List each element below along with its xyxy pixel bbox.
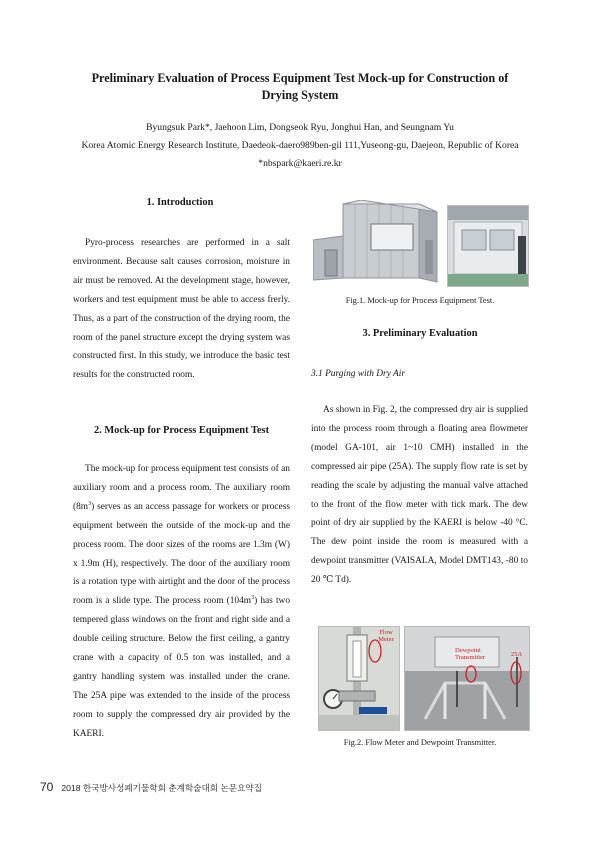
- email: *nbspark@kaeri.re.kr: [258, 158, 342, 169]
- fig2-caption: Fig.2. Flow Meter and Dewpoint Transmitter.: [343, 738, 497, 747]
- fig1-photo-image: [447, 205, 529, 287]
- section-3-heading: 3. Preliminary Evaluation: [362, 328, 478, 339]
- section-2-heading: 2. Mock-up for Process Equipment Test: [93, 425, 270, 436]
- superscript: 3: [88, 500, 92, 507]
- section-1-heading: 1. Introduction: [146, 197, 214, 208]
- fig2-pipe-label: 25A: [511, 651, 523, 658]
- fig2-dewpoint-label: Dewpoint Transmitter: [455, 647, 486, 661]
- superscript: 3: [251, 595, 255, 602]
- affiliation: Korea Atomic Energy Research Institute, Daedeok-daero989ben-gil 111,Yuseong-gu, Daejeon, Republic of Korea: [81, 140, 519, 151]
- page-footer: [40, 780, 262, 794]
- paper-title: [60, 70, 540, 104]
- fig2-flowmeter-image: [318, 626, 400, 731]
- fig1-rendering-image: [313, 200, 441, 288]
- fig2-flow-meter-label: Flow Meter: [378, 629, 394, 643]
- authors: Byungsuk Park*, Jaehoon Lim, Dongseok Ryu, Jonghui Han, and Seungnam Yu: [146, 122, 454, 133]
- section-1-body: Pyro-process researches are performed in a salt environment. Because salt causes corrosion, moisture in air must be removed. At the development stage, however, workers and test equipment must be able to access frerly. Thus, as a part of the construction of the drying room, the room of the panel structure except the drying system was constructed first. In this study, we introduce the basic test results for the constructed room.: [73, 238, 290, 381]
- section-2-text-a: The mock-up for process equipment test consists of an auxiliary room and a process room. The auxiliary room (8m: [73, 464, 290, 512]
- page-number: 70: [40, 780, 54, 794]
- section-2-body: [73, 460, 290, 744]
- footer-text: 2018 한국방사성폐기물학회 춘계학술대회 논문요약집: [61, 783, 262, 793]
- section-3-1-heading: 3.1 Purging with Dry Air: [311, 369, 406, 379]
- section-2-text-c: ) has two tempered glass windows on the front and right side and a double ceiling structure. Below the first ceiling, a gantry crane with a capacity of 0.5 ton was installed, and a gantry handling system was installed under the crane. The 25A pipe was extended to the inside of the process room to supply the compressed dry air provided by the KAERI.: [73, 596, 291, 739]
- section-3-body: As shown in Fig. 2, the compressed dry air is supplied into the process room through a floating area flowmeter (model GA-101, air 1~10 CMH) installed in the compressed air pipe (25A). The supply flow rate is set by reading the scale by adjusting the manual valve attached to the front of the flow meter with tick mark. The dew point of dry air supplied by the KAERI is below -40 °C. The dew point inside the room is measured with a dewpoint transmitter (VAISALA, Model DMT143, -80 to 20 ℃ Td).: [311, 405, 528, 586]
- title-line-1: Preliminary Evaluation of Process Equipment Test Mock-up for Construction of: [91, 71, 509, 85]
- fig1-caption: Fig.1. Mock-up for Process Equipment Test.: [345, 296, 495, 305]
- section-2-text-b: ) serves as an access passage for workers or process equipment between the outside of the mock-up and the process room. The door sizes of the rooms are 1.3m (W) x 1.9m (H), respectively. The door of the auxiliary room is a rotation type with airtight and the door of the process room is a slide type. The process room (104m: [73, 501, 290, 607]
- title-line-2: Drying System: [261, 88, 339, 102]
- fig2-dewpoint-image: [404, 626, 530, 731]
